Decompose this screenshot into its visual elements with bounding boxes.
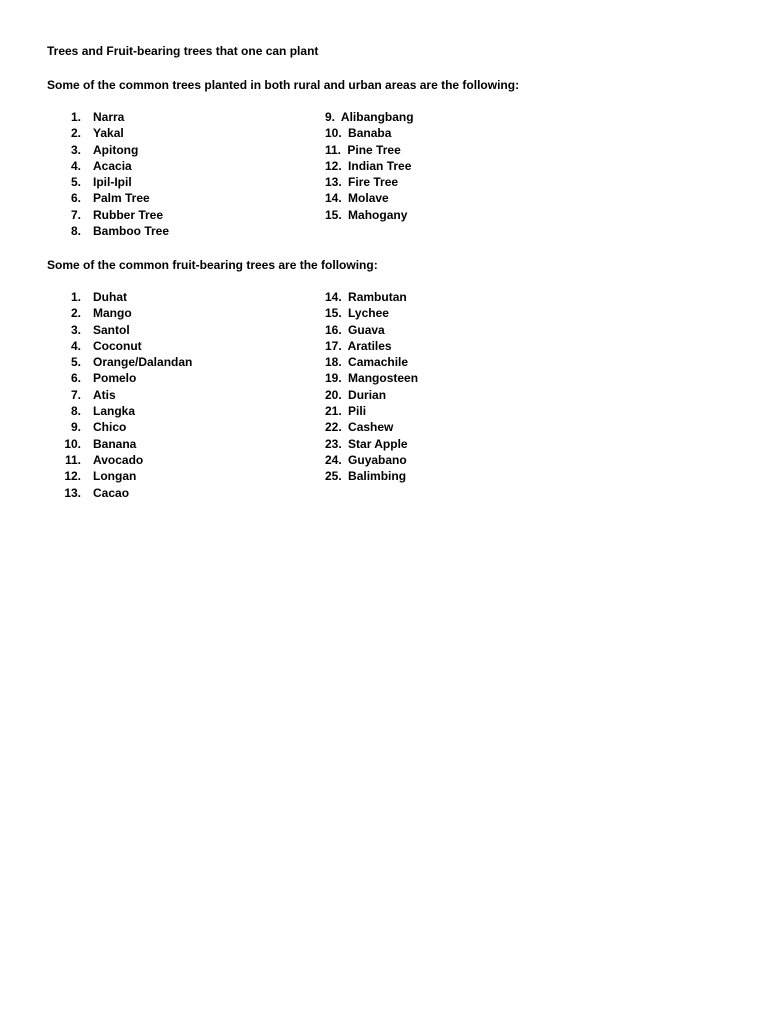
list-item-number: 5.: [70, 175, 81, 190]
list-item: [46, 190, 276, 206]
list-item: [46, 305, 276, 321]
list-item: [325, 419, 525, 435]
list-item-number: 2.: [70, 126, 81, 141]
list-item-number: 23.: [325, 436, 342, 451]
list-item-name: Avocado: [93, 452, 144, 467]
list-item-number: 1.: [70, 110, 81, 124]
list-item: [46, 142, 276, 158]
list-item-name: Mangosteen: [348, 371, 419, 386]
list-item-name: Langka: [93, 404, 136, 419]
list-item: [325, 158, 525, 174]
list-item-name: Mango: [93, 306, 132, 321]
list-item-name: Ipil-Ipil: [93, 175, 132, 190]
list-item: [46, 207, 276, 223]
list-item-name: Coconut: [93, 338, 142, 353]
list-item: [46, 174, 276, 190]
list-item-number: 13.: [64, 485, 81, 500]
list-item-name: Cashew: [348, 420, 394, 435]
list-item-name: Apitong: [93, 142, 139, 157]
list-item: [46, 452, 276, 468]
list-item-number: 5.: [70, 355, 81, 370]
list-item: [46, 223, 276, 239]
list-item-name: Indian Tree: [348, 158, 412, 173]
fruits-list-right: [325, 289, 525, 485]
list-item-number: 10.: [64, 436, 81, 451]
list-item-name: Santol: [93, 322, 130, 337]
list-item: [325, 354, 525, 370]
list-item-number: 7.: [70, 207, 81, 222]
list-item-name: Rubber Tree: [93, 207, 164, 222]
list-item: [46, 403, 276, 419]
list-item-name: Cacao: [93, 485, 130, 500]
list-item-number: 15.: [325, 306, 342, 321]
list-item-number: 20.: [325, 387, 342, 402]
list-item: [325, 468, 525, 484]
list-item-name: Rambutan: [348, 290, 407, 304]
list-item-name: Yakal: [93, 126, 124, 141]
list-item: [325, 452, 525, 468]
list-item: [325, 174, 525, 190]
list-item-number: 1.: [70, 290, 81, 304]
list-item-number: 14.: [325, 191, 342, 206]
list-item-name: Guyabano: [348, 452, 407, 467]
list-item-number: 3.: [70, 322, 81, 337]
list-item-name: Pomelo: [93, 371, 137, 386]
list-item: [46, 354, 276, 370]
list-item: [46, 436, 276, 452]
list-item: [325, 322, 525, 338]
list-item: [46, 125, 276, 141]
list-item-number: 7.: [70, 387, 81, 402]
list-item-name: Molave: [348, 191, 389, 206]
list-item: [46, 109, 276, 125]
list-item-number: 13.: [325, 175, 342, 190]
list-item-number: 15.: [325, 207, 342, 222]
list-item-name: Atis: [93, 387, 116, 402]
list-item: [46, 338, 276, 354]
list-item-number: 8.: [70, 224, 81, 239]
list-item-name: Longan: [93, 469, 137, 484]
list-item: [325, 125, 525, 141]
list-item: [46, 419, 276, 435]
list-item-number: 9.: [70, 420, 81, 435]
fruits-list-left: [46, 289, 276, 501]
list-item-number: 6.: [70, 371, 81, 386]
list-item-number: 8.: [70, 404, 81, 419]
trees-intro: Some of the common trees planted in both rural and urban areas are the following:: [47, 78, 520, 92]
list-item: [325, 403, 525, 419]
list-item: [46, 322, 276, 338]
list-item-name: Narra: [93, 110, 125, 124]
list-item-number: 14.: [325, 290, 342, 304]
list-item-name: Duhat: [93, 290, 127, 304]
list-item-name: Banaba: [348, 126, 392, 141]
list-item-name: Pine Tree: [347, 142, 401, 157]
list-item-number: 21.: [325, 404, 342, 419]
list-item: [325, 207, 525, 223]
list-item-number: 6.: [70, 191, 81, 206]
list-item-name: Camachile: [348, 355, 409, 370]
fruits-intro: Some of the common fruit-bearing trees are the following:: [47, 258, 378, 272]
list-item: [325, 370, 525, 386]
list-item-number: 4.: [70, 338, 81, 353]
document-title: Trees and Fruit-bearing trees that one can plant: [47, 44, 319, 58]
list-item-number: 12.: [325, 158, 342, 173]
list-item-name: Palm Tree: [93, 191, 150, 206]
list-item-name: Banana: [93, 436, 137, 451]
list-item: [46, 387, 276, 403]
trees-list-right: [325, 109, 525, 223]
list-item-name: Orange/Dalandan: [93, 355, 193, 370]
list-item-number: 22.: [325, 420, 342, 435]
list-item: [325, 142, 525, 158]
list-item-name: Durian: [348, 387, 387, 402]
list-item-name: Star Apple: [348, 436, 408, 451]
list-item-name: Alibangbang: [340, 110, 414, 124]
trees-list-left: [46, 109, 276, 239]
list-item-number: 18.: [325, 355, 342, 370]
list-item-number: 11.: [325, 142, 342, 157]
list-item-name: Balimbing: [348, 469, 407, 484]
list-item-number: 16.: [325, 322, 342, 337]
list-item: [46, 485, 276, 501]
list-item: [325, 436, 525, 452]
list-item-number: 11.: [64, 452, 81, 467]
list-item: [46, 158, 276, 174]
list-item: [325, 190, 525, 206]
list-item-name: Lychee: [348, 306, 389, 321]
list-item: [325, 289, 525, 305]
list-item-name: Fire Tree: [348, 175, 399, 190]
list-item-number: 3.: [70, 142, 81, 157]
list-item-number: 17.: [325, 338, 342, 353]
list-item-number: 19.: [325, 371, 342, 386]
list-item-number: 25.: [325, 469, 342, 484]
list-item-name: Bamboo Tree: [93, 224, 170, 239]
list-item-name: Acacia: [93, 158, 132, 173]
list-item: [325, 109, 525, 125]
list-item: [46, 468, 276, 484]
list-item: [46, 370, 276, 386]
list-item-name: Mahogany: [348, 207, 408, 222]
list-item-number: 2.: [70, 306, 81, 321]
list-item: [325, 305, 525, 321]
list-item: [325, 387, 525, 403]
list-item-name: Pili: [348, 404, 367, 419]
list-item-name: Aratiles: [347, 338, 392, 353]
list-item-name: Guava: [348, 322, 385, 337]
list-item-number: 4.: [70, 158, 81, 173]
list-item: [46, 289, 276, 305]
list-item-number: 12.: [64, 469, 81, 484]
list-item-number: 24.: [325, 452, 342, 467]
list-item-number: 9.: [325, 110, 336, 124]
list-item-number: 10.: [325, 126, 342, 141]
list-item: [325, 338, 525, 354]
list-item-name: Chico: [93, 420, 127, 435]
